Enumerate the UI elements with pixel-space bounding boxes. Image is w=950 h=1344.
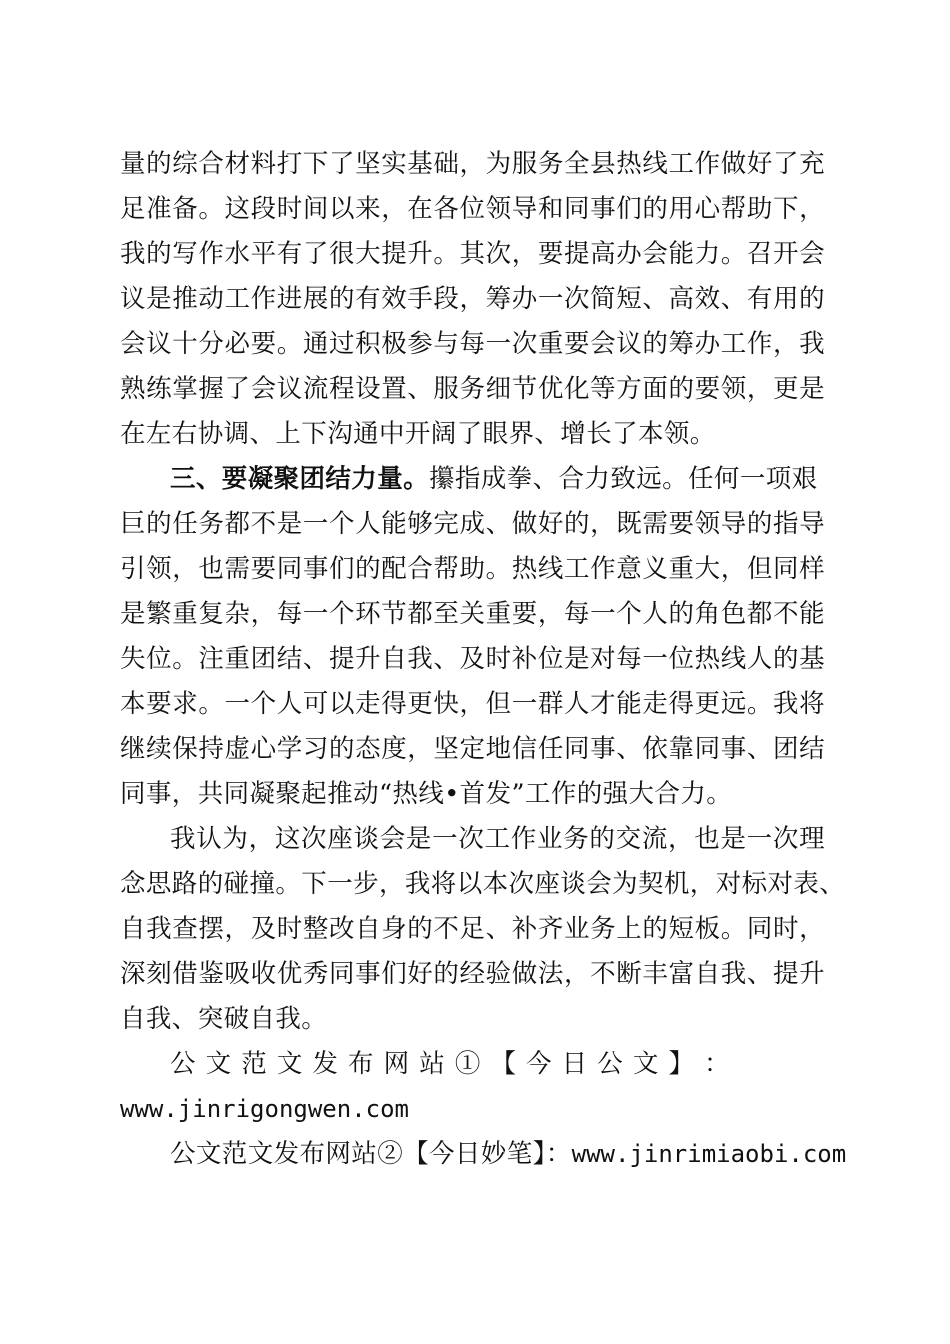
paragraph-3-line-2: 念思路的碰撞。下一步，我将以本次座谈会为契机，对标对表、	[120, 869, 846, 899]
footer-site-1-url[interactable]: www.jinrigongwen.com	[120, 1095, 409, 1123]
paragraph-2-first-line-text: 攥指成拳、合力致远。任何一项艰	[429, 464, 818, 494]
paragraph-2-line-6: 本要求。一个人可以走得更快，但一群人才能走得更远。我将	[120, 689, 825, 719]
footer-site-2-url[interactable]: www.jinrimiaobi.com	[571, 1140, 847, 1168]
paragraph-2-first-line	[170, 457, 825, 501]
paragraph-2-line-3: 引领，也需要同事们的配合帮助。热线工作意义重大，但同样	[120, 554, 825, 584]
paragraph-1-line-6: 熟练掌握了会议流程设置、服务细节优化等方面的要领，更是	[120, 374, 825, 404]
paragraph-2-line-2: 巨的任务都不是一个人能够完成、做好的，既需要领导的指导	[120, 509, 825, 539]
paragraph-3-line-4: 深刻借鉴吸收优秀同事们好的经验做法，不断丰富自我、提升	[120, 959, 825, 989]
paragraph-3-line-5: 自我、突破自我。	[120, 1004, 328, 1034]
footer-site-2-label: 公文范文发布网站②【今日妙笔】：	[170, 1139, 572, 1169]
paragraph-2-line-7: 继续保持虚心学习的态度，坚定地信任同事、依靠同事、团结	[120, 734, 825, 764]
paragraph-1-line-2: 足准备。这段时间以来，在各位领导和同事们的用心帮助下，	[120, 194, 825, 224]
paragraph-2-line-5: 失位。注重团结、提升自我、及时补位是对每一位热线人的基	[120, 644, 825, 674]
paragraph-2-line-4: 是繁重复杂，每一个环节都至关重要，每一个人的角色都不能	[120, 599, 825, 629]
paragraph-3-line-1: 我认为，这次座谈会是一次工作业务的交流，也是一次理	[170, 824, 825, 854]
paragraph-1-line-7: 在左右协调、上下沟通中开阔了眼界、增长了本领。	[120, 419, 716, 449]
paragraph-1-line-1: 量的综合材料打下了坚实基础，为服务全县热线工作做好了充	[120, 149, 825, 179]
section-heading: 三、要凝聚团结力量。	[170, 464, 430, 494]
footer-site-1-label: 公 文 范 文 发 布 网 站 ① 【 今 日 公 文 】 ：	[170, 1049, 731, 1079]
footer-site-2	[170, 1132, 847, 1176]
paragraph-3-line-3: 自我查摆，及时整改自身的不足、补齐业务上的短板。同时，	[120, 914, 825, 944]
paragraph-1-line-4: 议是推动工作进展的有效手段，筹办一次简短、高效、有用的	[120, 284, 825, 314]
paragraph-2-line-8: 同事，共同凝聚起推动“热线•首发”工作的强大合力。	[120, 779, 733, 809]
paragraph-1-line-5: 会议十分必要。通过积极参与每一次重要会议的筹办工作，我	[120, 329, 825, 359]
paragraph-1-line-3: 我的写作水平有了很大提升。其次，要提高办会能力。召开会	[120, 239, 825, 269]
